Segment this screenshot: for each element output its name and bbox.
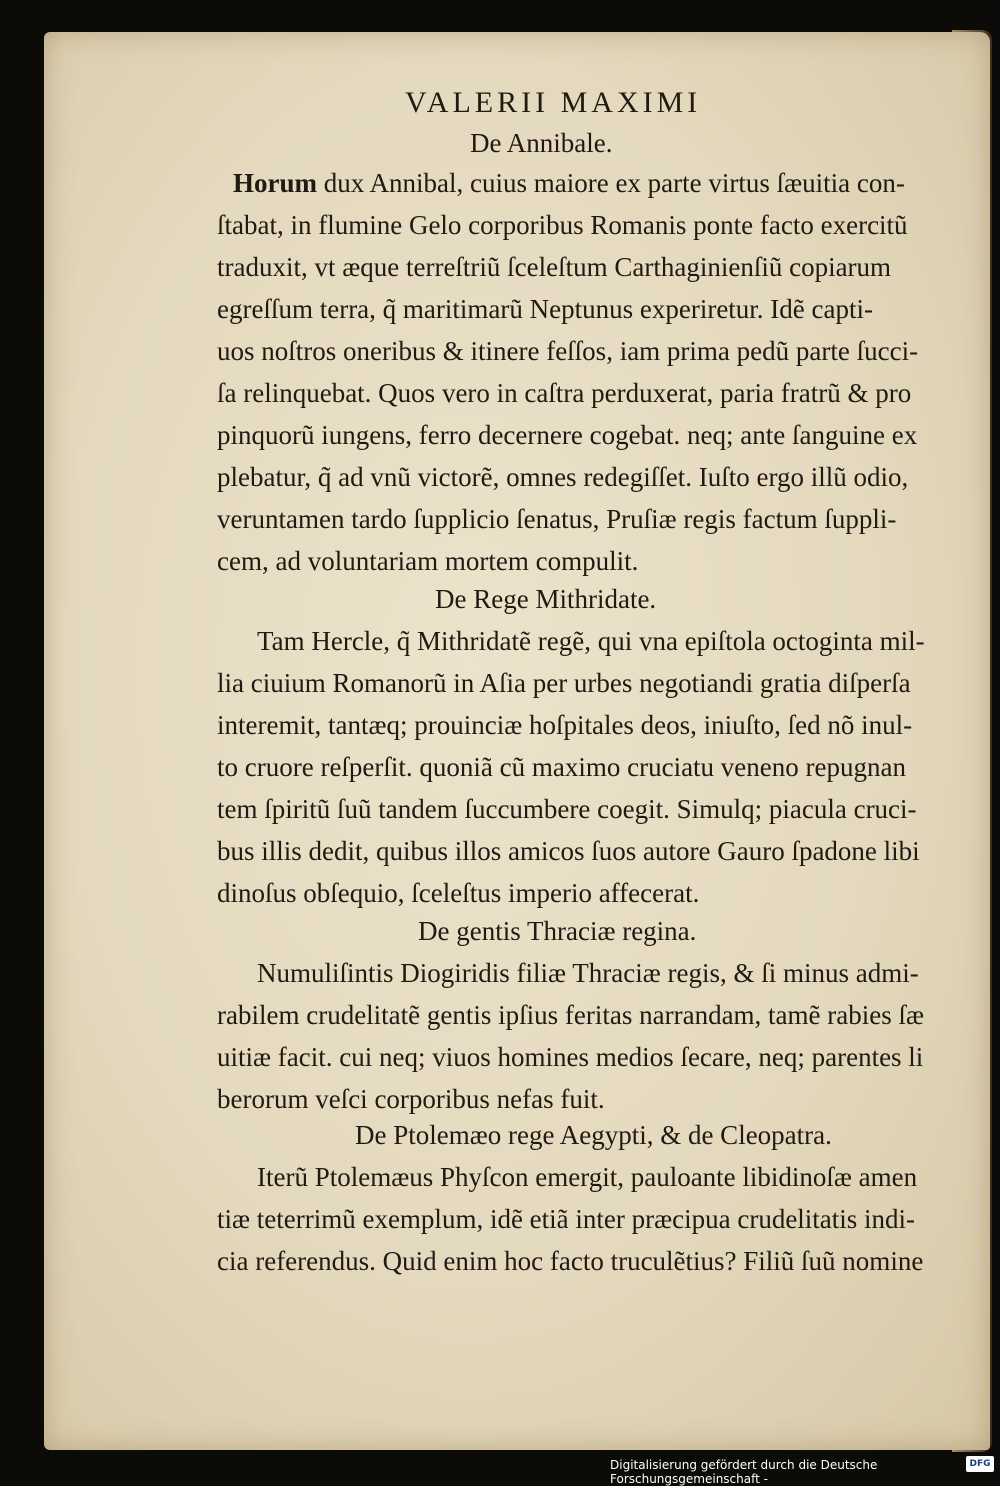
- digitization-credit: Digitalisierung gefördert durch die Deutsche Forschungsgemeinschaft -: [610, 1458, 878, 1486]
- text-line: uos noſtros oneribus & itinere feſſos, iam prima pedũ parte ſucci-: [217, 336, 919, 366]
- text-line: uitiæ facit. cui neq; viuos homines medios ſecare, neq; parentes li: [217, 1042, 924, 1072]
- text-line: interemit, tantæq; prouinciæ hoſpitales deos, iniuſto, ſed nõ inul-: [217, 710, 913, 740]
- text-line: Numuliſintis Diogiridis filiæ Thraciæ regis, & ſi minus admi-: [257, 958, 919, 988]
- text-line: veruntamen tardo ſupplicio ſenatus, Pruſiæ regis factum ſuppli-: [217, 504, 897, 534]
- text-line: ſtabat, in flumine Gelo corporibus Romanis ponte facto exercitũ: [217, 210, 908, 240]
- section-heading: De Annibale.: [470, 128, 613, 158]
- section-heading: De Rege Mithridate.: [435, 584, 657, 614]
- text-line: Iterũ Ptolemæus Phyſcon emergit, pauloante libidinoſæ amen: [257, 1162, 918, 1192]
- text-line: ſa relinquebat. Quos vero in caſtra perduxerat, paria fratrũ & pro: [217, 378, 912, 408]
- text-line: to cruore reſperſit. quoniã cũ maximo cruciatu veneno repugnan: [217, 752, 906, 782]
- text-line: plebatur, q̃ ad vnũ victorẽ, omnes redegiſſet. Iuſto ergo illũ odio,: [217, 462, 909, 492]
- text-line: tiæ teterrimũ exemplum, idẽ etiã inter præcipua crudelitatis indi-: [217, 1204, 916, 1234]
- text-line: traduxit, vt æque terreſtriũ ſceleſtum Carthaginienſiũ copiarum: [217, 252, 892, 282]
- text-line: berorum veſci corporibus nefas fuit.: [217, 1084, 605, 1114]
- section-heading: De Ptolemæo rege Aegypti, & de Cleopatra.: [355, 1120, 832, 1150]
- dfg-logo-icon: [966, 1456, 994, 1472]
- text-line: cia referendus. Quid enim hoc facto truculẽtius? Filiũ ſuũ nomine: [217, 1246, 924, 1276]
- text-line: cem, ad voluntariam mortem compulit.: [217, 546, 639, 576]
- text-line: rabilem crudelitatẽ gentis ipſius feritas narrandam, tamẽ rabies ſæ: [217, 1000, 924, 1030]
- text-line: dinoſus obſequio, ſceleſtus imperio affecerat.: [217, 878, 700, 908]
- text-line: [233, 168, 905, 198]
- text-line: pinquorũ iungens, ferro decernere cogebat. neq; ante ſanguine ex: [217, 420, 918, 450]
- text-line: egreſſum terra, q̃ maritimarũ Neptunus experiretur. Idẽ capti-: [217, 294, 873, 324]
- section-heading: De gentis Thraciæ regina.: [418, 916, 697, 946]
- first-word: Horum: [233, 168, 317, 198]
- text-line: lia ciuium Romanorũ in Aſia per urbes negotiandi gratia diſperſa: [217, 668, 911, 698]
- line-rest: dux Annibal, cuius maiore ex parte virtus ſæuitia con-: [317, 168, 905, 198]
- running-head: VALERII MAXIMI: [405, 86, 702, 119]
- dfg-logo-text: DFG: [969, 1459, 991, 1469]
- text-line: bus illis dedit, quibus illos amicos ſuos autore Gauro ſpadone libi: [217, 836, 920, 866]
- text-line: Tam Hercle, q̃ Mithridatẽ regẽ, qui vna epiſtola octoginta mil-: [257, 626, 925, 656]
- text-line: tem ſpiritũ ſuũ tandem ſuccumbere coegit. Simulq; piacula cruci-: [217, 794, 917, 824]
